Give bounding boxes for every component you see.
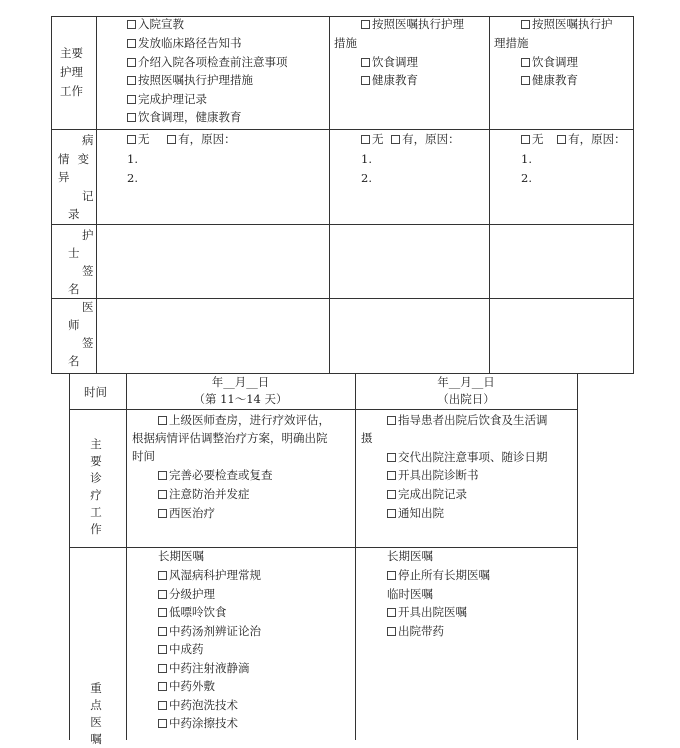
checkbox[interactable] (158, 590, 167, 599)
numbered-item: 2. (127, 171, 138, 185)
checkbox[interactable] (158, 682, 167, 691)
numbered-item: 1. (521, 152, 532, 166)
checkbox-item[interactable] (127, 36, 242, 51)
table1-divider (96, 16, 97, 374)
time-label: 时间 (84, 385, 107, 399)
checkbox-has[interactable] (167, 135, 176, 144)
checkbox-item[interactable] (158, 642, 204, 657)
checkbox-label: 指导患者出院后饮食及生活调 (398, 413, 548, 427)
checkbox-label: 完成护理记录 (138, 92, 207, 106)
table2-divider (69, 374, 70, 740)
label-line: 录 (68, 207, 80, 221)
checkbox[interactable] (387, 471, 396, 480)
label-line: 记 (82, 189, 94, 203)
checkbox-label: 出院带药 (398, 624, 444, 638)
table1-divider (51, 298, 634, 299)
label-char: 要 (90, 454, 102, 468)
checkbox-label: 中药注射液静滴 (169, 661, 250, 675)
checkbox-item[interactable] (158, 698, 238, 713)
checkbox-item[interactable] (361, 17, 464, 32)
label-line: 病 (82, 133, 94, 147)
checkbox-label: 入院宣教 (138, 17, 184, 31)
checkbox-item[interactable] (158, 679, 215, 694)
variation-options-col1 (127, 132, 236, 147)
checkbox[interactable] (158, 645, 167, 654)
checkbox-label: 有，原因： (402, 132, 460, 146)
checkbox-label: 有，原因： (568, 132, 626, 146)
checkbox[interactable] (158, 416, 167, 425)
checkbox-has[interactable] (557, 135, 566, 144)
checkbox-item[interactable] (387, 450, 548, 465)
label-char: 作 (90, 522, 102, 536)
checkbox-item[interactable] (158, 587, 215, 602)
checkbox-label: 按照医嘱执行护理措施 (138, 73, 253, 87)
orders-heading: 长期医嘱 (387, 549, 433, 563)
checkbox-item[interactable] (127, 92, 207, 107)
checkbox-label: 无 (372, 132, 384, 146)
table2-divider (355, 374, 356, 740)
label-line: 签 (82, 264, 94, 278)
label-char: 疗 (90, 488, 102, 502)
checkbox-label: 注意防治并发症 (169, 487, 250, 501)
checkbox[interactable] (521, 76, 530, 85)
checkbox-item[interactable] (158, 506, 215, 521)
checkbox-label: 完成出院记录 (398, 487, 467, 501)
checkbox-item[interactable] (158, 624, 261, 639)
checkbox-label: 无 (138, 132, 150, 146)
checkbox-label: 有，原因： (178, 132, 236, 146)
label-line: 护 (82, 228, 94, 242)
checkbox-label: 通知出院 (398, 506, 444, 520)
checkbox-label: 中药外敷 (169, 679, 215, 693)
numbered-item: 2. (361, 171, 372, 185)
checkbox-item[interactable] (158, 568, 261, 583)
table1-divider (489, 16, 490, 374)
checkbox[interactable] (158, 571, 167, 580)
label-char: 工 (90, 505, 102, 519)
checkbox-label: 低嘌呤饮食 (169, 605, 227, 619)
checkbox-label: 饮食调理 (372, 55, 418, 69)
wrapped-text: 理措施 (494, 36, 529, 50)
checkbox-label: 健康教育 (532, 73, 578, 87)
checkbox[interactable] (127, 95, 136, 104)
checkbox-item[interactable] (387, 605, 467, 620)
checkbox-item[interactable] (387, 624, 444, 639)
checkbox[interactable] (127, 113, 136, 122)
label-char: 主 (90, 437, 102, 451)
table2-divider (69, 409, 577, 410)
checkbox[interactable] (127, 76, 136, 85)
checkbox-label: 交代出院注意事项、随诊日期 (398, 450, 548, 464)
wrapped-text: 措施 (334, 36, 357, 50)
label-line: 情变 (58, 152, 97, 166)
checkbox[interactable] (361, 58, 370, 67)
checkbox-label: 开具出院医嘱 (398, 605, 467, 619)
checkbox-label: 饮食调理 (532, 55, 578, 69)
checkbox[interactable] (387, 416, 396, 425)
checkbox-label: 完善必要检查或复查 (169, 468, 273, 482)
table2-divider (126, 374, 127, 740)
checkbox-label: 中药泡洗技术 (169, 698, 238, 712)
checkbox-label: 中药涂擦技术 (169, 716, 238, 730)
day-range: （出院日） (437, 392, 495, 406)
wrapped-text: 时间 (132, 449, 155, 463)
checkbox-item[interactable] (387, 568, 490, 583)
checkbox-item[interactable] (127, 110, 242, 125)
label-line: 护理 (60, 65, 83, 79)
checkbox-item[interactable] (127, 73, 253, 88)
table1-divider (329, 16, 330, 374)
wrapped-text: 根据病情评估调整治疗方案，明确出院 (132, 431, 328, 445)
label-line: 异 (58, 170, 70, 184)
checkbox-label: 无 (532, 132, 544, 146)
orders-heading: 长期医嘱 (158, 549, 204, 563)
orders-heading: 临时医嘱 (387, 587, 433, 601)
checkbox-label: 上级医师查房，进行疗效评估， (169, 413, 330, 427)
checkbox[interactable] (158, 490, 167, 499)
checkbox-label: 中成药 (169, 642, 204, 656)
checkbox-none[interactable] (361, 135, 370, 144)
checkbox[interactable] (158, 509, 167, 518)
checkbox-item[interactable] (158, 716, 238, 731)
checkbox-item[interactable] (387, 506, 444, 521)
date-line: 年__月__日 (211, 375, 270, 389)
checkbox[interactable] (158, 627, 167, 636)
checkbox-item[interactable] (158, 487, 250, 502)
checkbox-label: 风湿病科护理常规 (169, 568, 261, 582)
checkbox-item[interactable] (127, 17, 184, 32)
label-line: 签 (82, 336, 94, 350)
label-line: 师 (68, 318, 80, 332)
checkbox-label: 按照医嘱执行护 (532, 17, 613, 31)
checkbox-label: 分级护理 (169, 587, 215, 601)
checkbox-label: 停止所有长期医嘱 (398, 568, 490, 582)
checkbox-none[interactable] (521, 135, 530, 144)
checkbox[interactable] (158, 719, 167, 728)
checkbox[interactable] (158, 701, 167, 710)
checkbox-item[interactable] (158, 413, 330, 428)
wrapped-text: 摄 (361, 431, 373, 445)
numbered-item: 1. (127, 152, 138, 166)
checkbox[interactable] (387, 509, 396, 518)
numbered-item: 2. (521, 171, 532, 185)
label-char: 重 (90, 681, 102, 695)
label-char: 点 (90, 698, 102, 712)
label-line: 医 (82, 300, 94, 314)
checkbox-item[interactable] (521, 17, 613, 32)
checkbox[interactable] (127, 20, 136, 29)
checkbox-label: 介绍入院各项检查前注意事项 (138, 55, 288, 69)
checkbox-label: 饮食调理，健康教育 (138, 110, 242, 124)
table2-divider (577, 374, 578, 740)
table1-divider (51, 224, 634, 225)
checkbox[interactable] (387, 453, 396, 462)
checkbox-item[interactable] (387, 487, 467, 502)
checkbox[interactable] (387, 571, 396, 580)
label-char: 诊 (90, 471, 102, 485)
day-range: （第 11～14 天） (193, 392, 288, 406)
checkbox-item[interactable] (158, 468, 273, 483)
checkbox-label: 中药汤剂辨证论治 (169, 624, 261, 638)
checkbox[interactable] (521, 20, 530, 29)
checkbox-none[interactable] (127, 135, 136, 144)
checkbox[interactable] (127, 39, 136, 48)
numbered-item: 1. (361, 152, 372, 166)
checkbox-item[interactable] (521, 55, 578, 70)
table2-divider (69, 547, 577, 548)
row-label-main-nursing (60, 46, 83, 99)
checkbox-item[interactable] (387, 468, 479, 483)
checkbox-item[interactable] (361, 55, 418, 70)
checkbox-has[interactable] (391, 135, 400, 144)
checkbox[interactable] (158, 608, 167, 617)
checkbox[interactable] (387, 608, 396, 617)
checkbox-label: 健康教育 (372, 73, 418, 87)
label-line: 主要 (60, 46, 83, 60)
checkbox-label: 开具出院诊断书 (398, 468, 479, 482)
checkbox-item[interactable] (158, 605, 227, 620)
label-char: 医 (90, 715, 102, 729)
checkbox[interactable] (361, 20, 370, 29)
checkbox[interactable] (361, 76, 370, 85)
checkbox[interactable] (158, 471, 167, 480)
row-label-main-treatment (88, 436, 104, 538)
checkbox-label: 西医治疗 (169, 506, 215, 520)
table1-divider (51, 129, 634, 130)
row-label-key-orders (88, 680, 104, 748)
checkbox[interactable] (387, 627, 396, 636)
variation-options-col2 (361, 132, 460, 147)
label-line: 士 (68, 246, 80, 260)
checkbox-item[interactable] (158, 661, 250, 676)
checkbox[interactable] (387, 490, 396, 499)
checkbox-item[interactable] (127, 55, 288, 70)
label-char: 嘱 (90, 732, 102, 746)
label-line: 工作 (60, 84, 83, 98)
checkbox-label: 按照医嘱执行护理 (372, 17, 464, 31)
checkbox-item[interactable] (361, 73, 418, 88)
checkbox[interactable] (521, 58, 530, 67)
label-line: 名 (68, 282, 80, 296)
checkbox-label: 发放临床路径告知书 (138, 36, 242, 50)
checkbox[interactable] (127, 58, 136, 67)
label-line: 名 (68, 354, 80, 368)
checkbox-item[interactable] (387, 413, 548, 428)
checkbox-item[interactable] (521, 73, 578, 88)
date-line: 年__月__日 (437, 375, 495, 389)
variation-options-col3 (521, 132, 626, 147)
checkbox[interactable] (158, 664, 167, 673)
